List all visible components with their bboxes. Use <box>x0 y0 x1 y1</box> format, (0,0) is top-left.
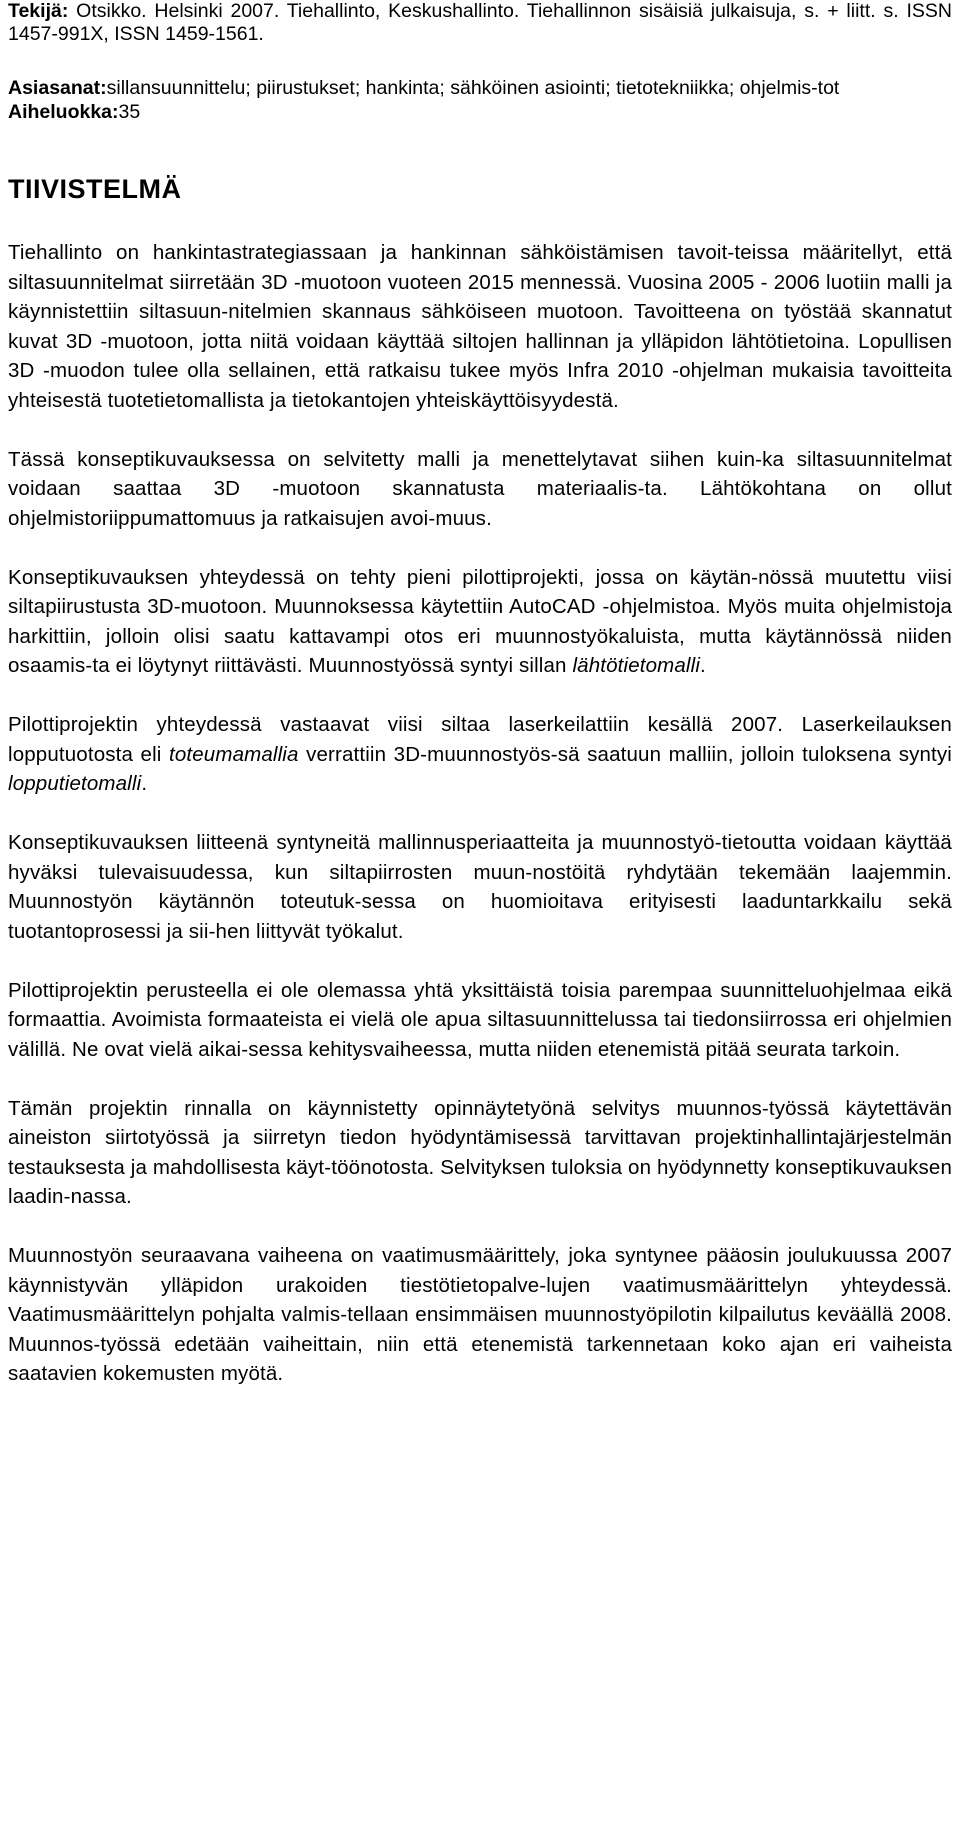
paragraph-4-italic-1: toteumamallia <box>169 742 299 766</box>
paragraph-3-italic: lähtötietomalli <box>572 654 701 677</box>
paragraph-4-end: . <box>141 772 148 795</box>
keywords-line <box>8 77 952 100</box>
subject-class-value: 35 <box>118 101 141 123</box>
paragraph-3 <box>8 563 952 681</box>
subject-class-line <box>8 101 952 124</box>
paragraph-4-text: Pilottiprojektin yhteydessä vastaavat viisi siltaa laserkeilattiin kesällä 2007. Laserkeilauksen lopputuotosta eli <box>8 713 952 766</box>
paragraph-4 <box>8 710 952 799</box>
author-line <box>8 0 952 46</box>
paragraph-8: Muunnostyön seuraavana vaiheena on vaatimusmäärittely, joka syntynee pääosin joulukuussa 2007 käynnistyvän ylläpidon urakoiden tiestötietopalve-lujen vaatimusmäärittelyn yhteydessä. Vaatimusmäärittelyn pohjalta valmis-tellaan ensimmäisen muunnostyöpilotin kilpailutus keväällä 2008. Muunnos-työssä edetään vaiheittain, niin että etenemistä tarkennetaan koko ajan eri vaiheista saatavien kokemusten myötä. <box>8 1244 952 1385</box>
keywords-text: sillansuunnittelu; piirustukset; hankinta; sähköinen asiointi; tietotekniikka; ohjelmis-tot <box>106 77 840 99</box>
paragraph-2: Tässä konseptikuvauksessa on selvitetty malli ja menettelytavat siihen kuin-ka siltasuunnitelmat voidaan saattaa 3D -muotoon skannatusta materiaalis-ta. Lähtökohtana on ollut ohjelmistoriippumattomuus ja ratkaisujen avoi-muus. <box>8 447 952 530</box>
author-text: Otsikko. Helsinki 2007. Tiehallinto, Keskushallinto. Tiehallinnon sisäisiä julkaisuja, s. + liitt. s. ISSN 1457-991X, ISSN 1459-1561. <box>8 0 952 45</box>
keywords-label: Asiasanat: <box>8 77 107 99</box>
page-title: TIIVISTELMÄ <box>8 174 182 204</box>
paragraph-5: Konseptikuvauksen liitteenä syntyneitä mallinnusperiaatteita ja muunnostyö-tietoutta voidaan käyttää hyväksi tulevaisuudessa, kun siltapiirrosten muun-nostöitä ryhdytään tekemään laajemmin. Muunnostyön käytännön toteutuk-sessa on huomioitava erityisesti laaduntarkkailu sekä tuotantoprosessi ja sii-hen liittyvät työkalut. <box>8 831 952 943</box>
subject-class-label: Aiheluokka: <box>8 101 119 123</box>
paragraph-1: Tiehallinto on hankintastrategiassaan ja hankinnan sähköistämisen tavoit-teissa määritellyt, että siltasuunnitelmat siirretään 3D -muotoon vuoteen 2015 mennessä. Vuosina 2005 - 2006 luotiin malli ja käynnistettiin siltasuun-nitelmien skannaus sähköiseen muotoon. Tavoitteena on työstää skannatut kuvat 3D -muotoon, jotta niitä voidaan käyttää siltojen hallinnan ja ylläpidon lähtötietoina. Lopullisen 3D -muodon tulee olla sellainen, että ratkaisu tukee myös Infra 2010 -ohjelman mukaisia tavoitteita yhteisestä tuotetietomallista ja tietokantojen yhteiskäyttöisyydestä. <box>8 241 952 412</box>
paragraph-4-italic-2: lopputietomalli <box>8 772 142 795</box>
paragraph-3-end: . <box>700 654 706 677</box>
paragraph-4-middle: verrattiin 3D-muunnostyös-sä saatuun malliin, jolloin tuloksena syntyi <box>298 742 952 766</box>
author-label: Tekijä: <box>8 0 69 22</box>
paragraph-6: Pilottiprojektin perusteella ei ole olemassa yhtä yksittäistä toisia parempaa suunnitteluohjelmaa eikä formaattia. Avoimista formaateista ei vielä ole apua siltasuunnittelussa tai tiedonsiirrossa eri ohjelmien välillä. Ne ovat vielä aikai-sessa kehitysvaiheessa, mutta niiden etenemistä pitää seurata tarkoin. <box>8 978 952 1061</box>
paragraph-3-text: Konseptikuvauksen yhteydessä on tehty pieni pilottiprojekti, jossa on käytän-nössä muutettu viisi siltapiirustusta 3D-muotoon. Muunnoksessa käytettiin AutoCAD -ohjelmistoa. Myös muita ohjelmistoja harkittiin, jolloin olisi saatu kattavampi otos eri muunnostyökaluista, mutta käytännössä niiden osaamis-ta ei löytynyt riittävästi. Muunnostyössä syntyi sillan <box>8 565 952 677</box>
paragraph-7: Tämän projektin rinnalla on käynnistetty opinnäytetyönä selvitys muunnos-työssä käytettävän aineiston siirtotyössä ja siirretyn tiedon hyödyntämisessä tarvittavan projektinhallintajärjestelmän testauksesta ja mahdollisesta käyt-töönotosta. Selvityksen tuloksia on hyödynnetty konseptikuvauksen laadin-nassa. <box>8 1096 952 1208</box>
document-page <box>8 0 952 1389</box>
